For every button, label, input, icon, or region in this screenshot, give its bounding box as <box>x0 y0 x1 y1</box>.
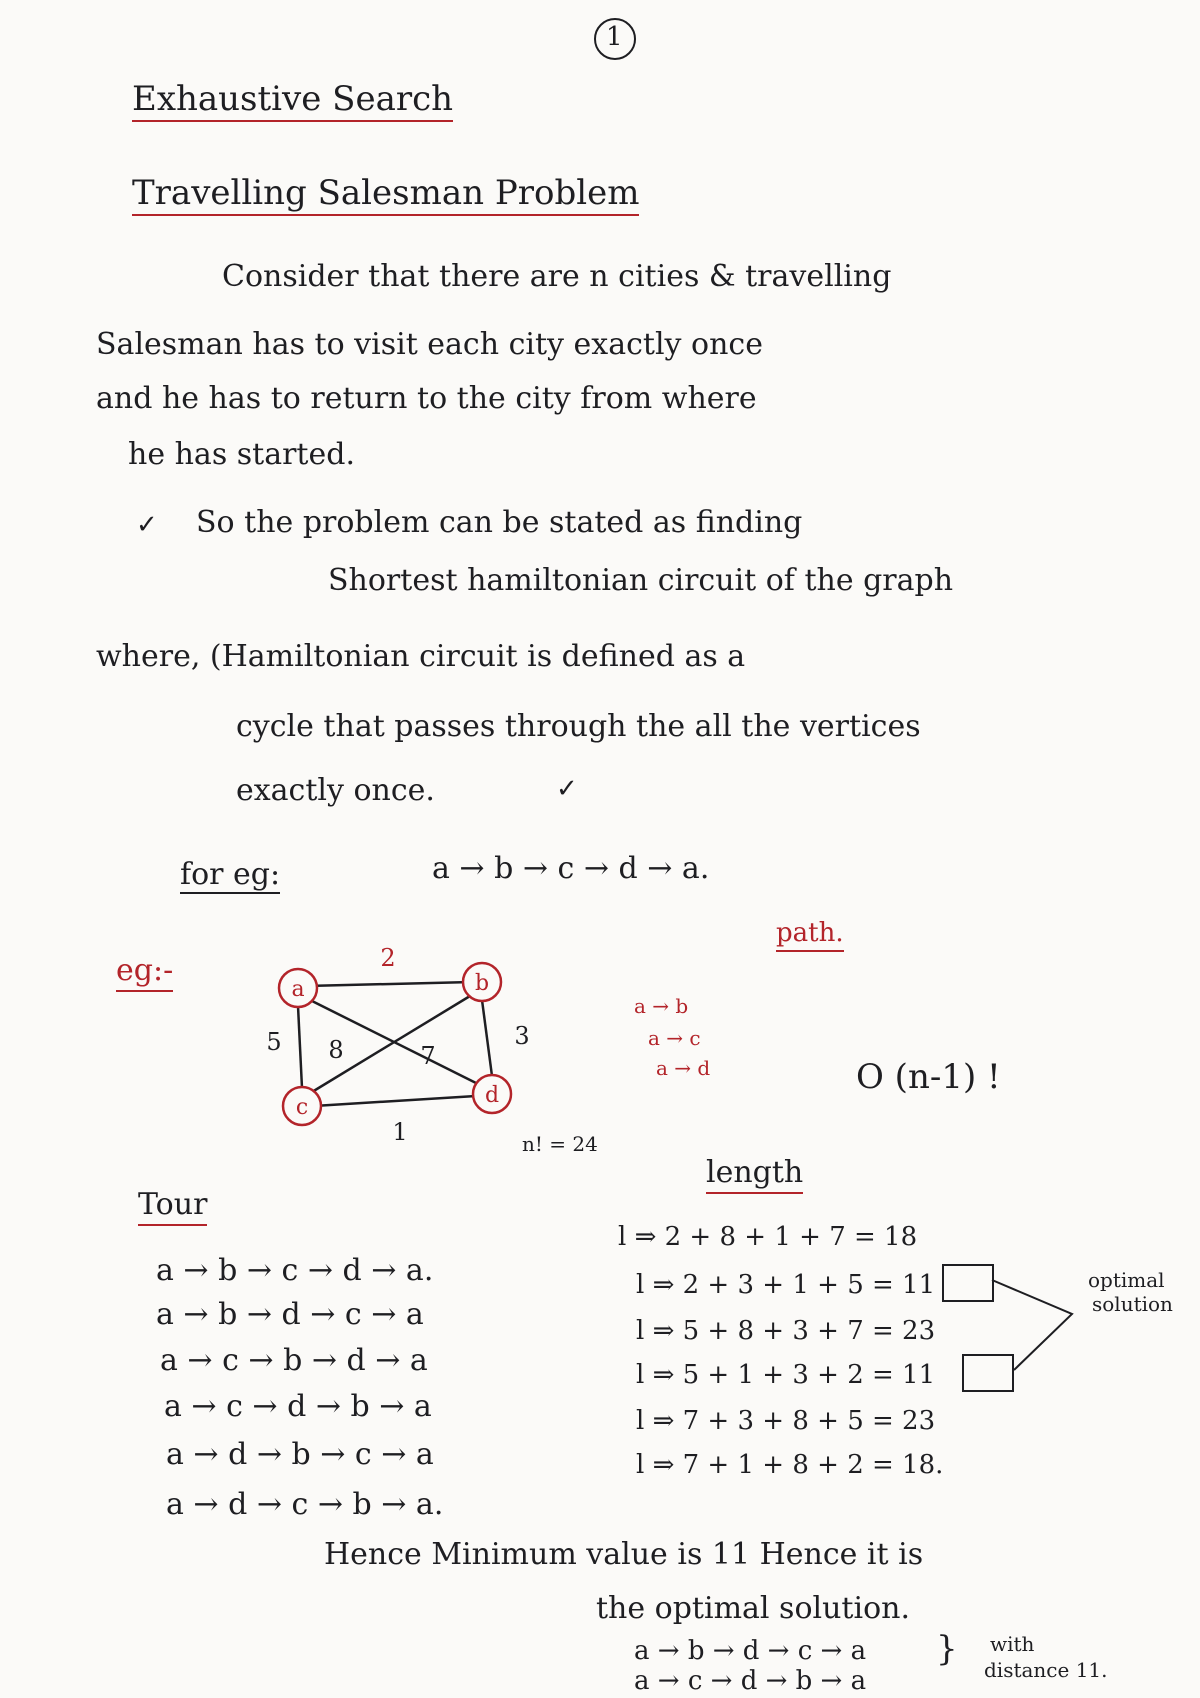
example-label: eg:- <box>116 956 173 992</box>
solution-route: a → c → d → b → a <box>634 1666 867 1696</box>
edge-label-bc: 8 <box>328 1036 344 1064</box>
problem-line-1: So the problem can be stated as finding <box>196 505 803 540</box>
check-mark-icon: ✓ <box>136 510 158 540</box>
optimal-label: optimal <box>1088 1268 1165 1292</box>
tour-length: l ⇒ 7 + 1 + 8 + 2 = 18. <box>636 1450 944 1480</box>
check-mark-icon: ✓ <box>556 774 578 804</box>
where-line-1: where, (Hamiltonian circuit is defined as a <box>96 639 746 674</box>
vertex-d-label: d <box>484 1083 500 1108</box>
tour-route: a → c → d → b → a <box>164 1389 432 1424</box>
path-label: path. <box>776 920 844 952</box>
intro-line-4: he has started. <box>128 437 355 472</box>
solution-route: a → b → d → c → a <box>634 1636 867 1666</box>
tour-length: l ⇒ 5 + 8 + 3 + 7 = 23 <box>636 1316 936 1346</box>
intro-line-2: Salesman has to visit each city exactly once <box>96 327 763 362</box>
distance-note: with <box>990 1632 1035 1656</box>
highlight-box <box>942 1264 994 1302</box>
intro-line-1: Consider that there are n cities & travelling <box>222 259 892 294</box>
complexity: O (n-1) ! <box>856 1057 1001 1097</box>
tour-header: Tour <box>138 1190 207 1226</box>
section-title: Travelling Salesman Problem <box>132 176 639 216</box>
tour-length: l ⇒ 2 + 8 + 1 + 7 = 18 <box>618 1222 918 1252</box>
edge-label-ab: 2 <box>380 944 396 972</box>
vertex-c-label: c <box>295 1095 309 1120</box>
for-eg-value: a → b → c → d → a. <box>432 851 710 886</box>
for-eg-label: for eg: <box>180 857 281 892</box>
tour-length: l ⇒ 2 + 3 + 1 + 5 = 11 <box>636 1270 936 1300</box>
edge-label-ad: 7 <box>420 1042 436 1070</box>
conclusion-line-2: the optimal solution. <box>596 1591 910 1626</box>
edge-dc <box>314 1096 476 1106</box>
intro-line-3: and he has to return to the city from where <box>96 381 757 416</box>
problem-line-2: Shortest hamiltonian circuit of the graph <box>328 563 954 598</box>
brace-icon: } <box>936 1629 958 1669</box>
path-item: a → d <box>656 1056 711 1080</box>
example-graph <box>260 940 560 1146</box>
optimal-label: solution <box>1092 1292 1173 1316</box>
page-number: 1 <box>606 22 623 52</box>
distance-note: distance 11. <box>984 1658 1108 1682</box>
tour-length: l ⇒ 7 + 3 + 8 + 5 = 23 <box>636 1406 936 1436</box>
vertex-b-label: b <box>474 971 490 996</box>
edge-ab <box>306 982 472 986</box>
where-line-3: exactly once. <box>236 773 435 808</box>
tour-route: a → d → c → b → a. <box>166 1487 444 1522</box>
tour-route: a → d → b → c → a <box>166 1437 434 1472</box>
length-header: length <box>706 1158 803 1194</box>
path-item: a → b <box>634 994 689 1018</box>
edge-ca <box>298 1006 302 1088</box>
edge-label-bd: 3 <box>514 1022 530 1050</box>
conclusion-line-1: Hence Minimum value is 11 Hence it is <box>324 1537 924 1572</box>
path-item: a → c <box>648 1026 701 1050</box>
edge-label-dc: 1 <box>392 1118 408 1146</box>
tour-length: l ⇒ 5 + 1 + 3 + 2 = 11 <box>636 1360 936 1390</box>
vertex-a-label: a <box>291 977 305 1002</box>
factorial-note: n! = 24 <box>522 1132 598 1156</box>
tour-route: a → b → c → d → a. <box>156 1253 434 1288</box>
where-line-2: cycle that passes through the all the vertices <box>236 709 921 744</box>
page-title: Exhaustive Search <box>132 82 453 122</box>
tour-route: a → b → d → c → a <box>156 1297 424 1332</box>
edge-label-ca: 5 <box>266 1028 282 1056</box>
edge-bd <box>482 1000 492 1076</box>
tour-route: a → c → b → d → a <box>160 1343 428 1378</box>
